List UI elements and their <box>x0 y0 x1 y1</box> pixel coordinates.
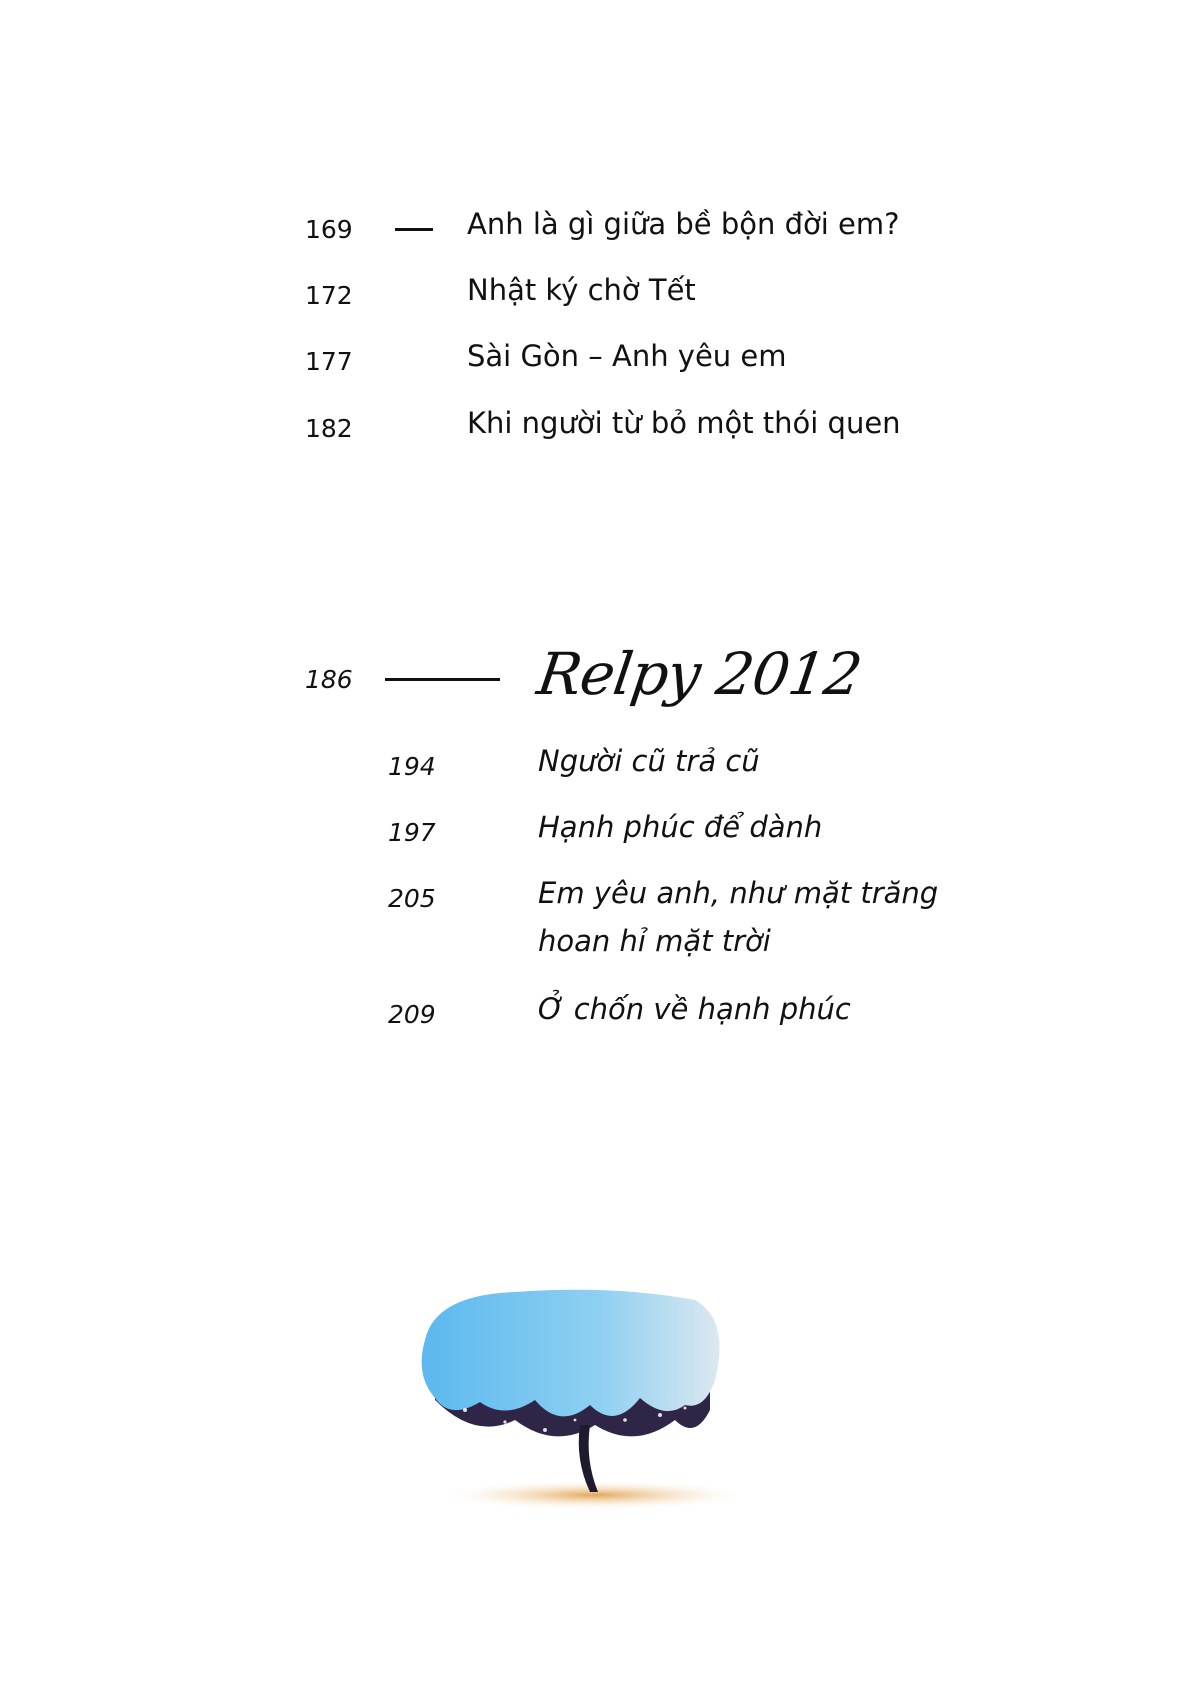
page-number: 194 <box>388 752 436 781</box>
page-number: 172 <box>305 281 353 310</box>
entry-title-line2: hoan hỉ mặt trời <box>538 924 771 958</box>
page-number: 205 <box>388 884 436 913</box>
dash-divider <box>395 228 433 231</box>
tree-illustration <box>395 1280 735 1510</box>
page-number: 186 <box>305 665 353 694</box>
entry-title-line1: Em yêu anh, như mặt trăng <box>538 876 939 910</box>
section-title: Relpy 2012 <box>533 640 866 708</box>
page-number: 209 <box>388 1000 436 1029</box>
entry-title: Anh là gì giữa bề bộn đời em? <box>467 207 900 241</box>
page-number: 197 <box>388 818 436 847</box>
entry-title: Người cũ trả cũ <box>538 744 760 778</box>
entry-title: Ở chốn về hạnh phúc <box>538 992 851 1026</box>
entry-title: Sài Gòn – Anh yêu em <box>467 339 787 373</box>
page-number: 169 <box>305 215 353 244</box>
page-number: 177 <box>305 347 353 376</box>
dash-divider <box>385 678 500 681</box>
entry-title: Khi người từ bỏ một thói quen <box>467 406 901 440</box>
entry-title: Hạnh phúc để dành <box>538 810 823 844</box>
page-number: 182 <box>305 414 353 443</box>
entry-title: Nhật ký chờ Tết <box>467 273 696 307</box>
